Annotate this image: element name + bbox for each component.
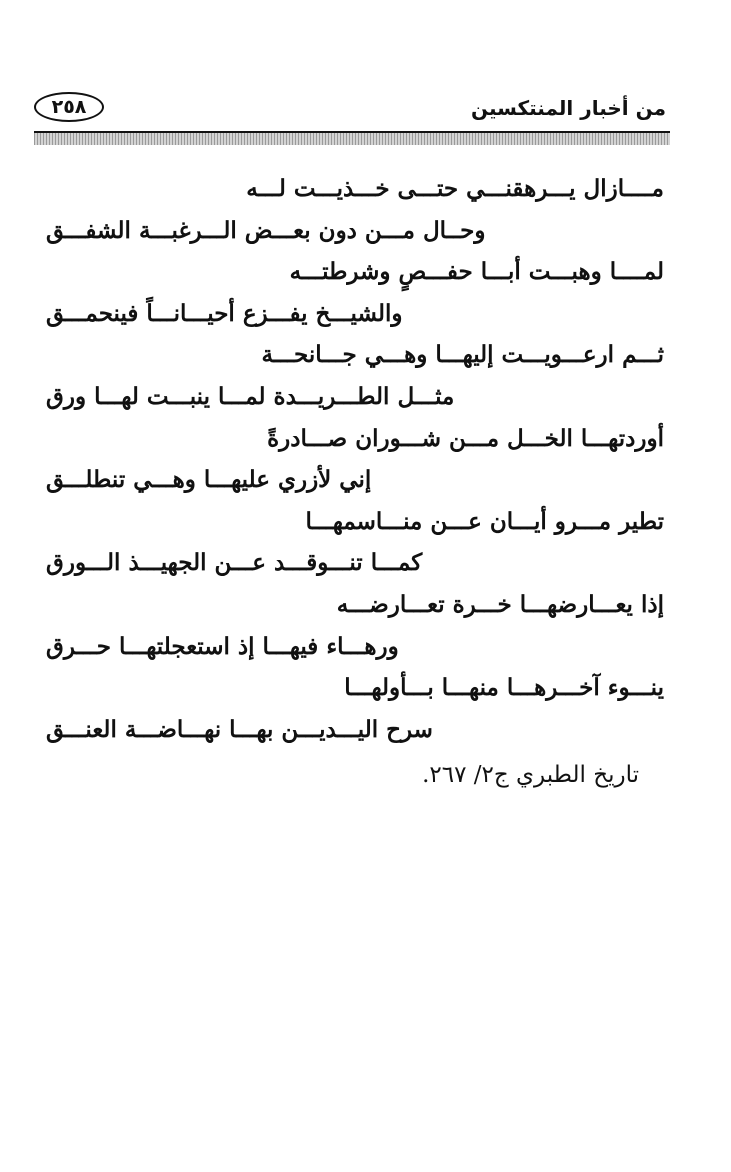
verse-line: إني لأزري عليهـــا وهـــي تنطلـــق [46, 466, 372, 494]
running-title: من أخبار المنتكسين [470, 96, 666, 120]
verse-line: ينـــوء آخـــرهـــا منهـــا بـــأولهـــا [344, 674, 664, 702]
verse-line: كمـــا تنـــوقـــد عـــن الجهيـــذ الـــورق [46, 549, 423, 577]
verse-line: ثـــم ارعـــويـــت إليهـــا وهـــي جـــانحـــة [261, 341, 664, 369]
verse-line: سرح اليـــديـــن بهـــا نهـــاضـــة العنـــق [46, 715, 433, 743]
verse-line: إذا يعـــارضهـــا خـــرة تعـــارضـــه [336, 590, 664, 618]
verse-line: مــــازال يـــرهقنـــي حتـــى خـــذيـــت لـــه [246, 175, 664, 202]
poem [44, 168, 668, 750]
verse-line: لمــــا وهبـــت أبـــا حفـــصٍ وشرطتـــه [289, 258, 664, 286]
verse-line: ورهـــاء فيهـــا إذ استعجلتهـــا حـــرق [46, 632, 399, 660]
page-header [34, 92, 670, 128]
page-number: ٢٥٨ [34, 92, 104, 122]
header-rule [34, 131, 670, 145]
verse-line: والشيـــخ يفـــزع أحيـــانـــاً فينحمـــق [46, 299, 403, 327]
verse-line: تطير مـــرو أيـــان عـــن منـــاسمهـــا [305, 507, 664, 535]
source-citation: تاريخ الطبري ج٢/ ٢٦٧. [422, 762, 639, 788]
verse-line: وحــال مـــن دون بعـــض الـــرغبـــة الشفـــق [46, 216, 486, 244]
verse-line: أوردتهـــا الخـــل مـــن شـــوران صـــادرةً [267, 424, 664, 452]
verse-line: مثـــل الطـــريـــدة لمـــا ينبـــت لهـــا ورق [46, 382, 455, 410]
